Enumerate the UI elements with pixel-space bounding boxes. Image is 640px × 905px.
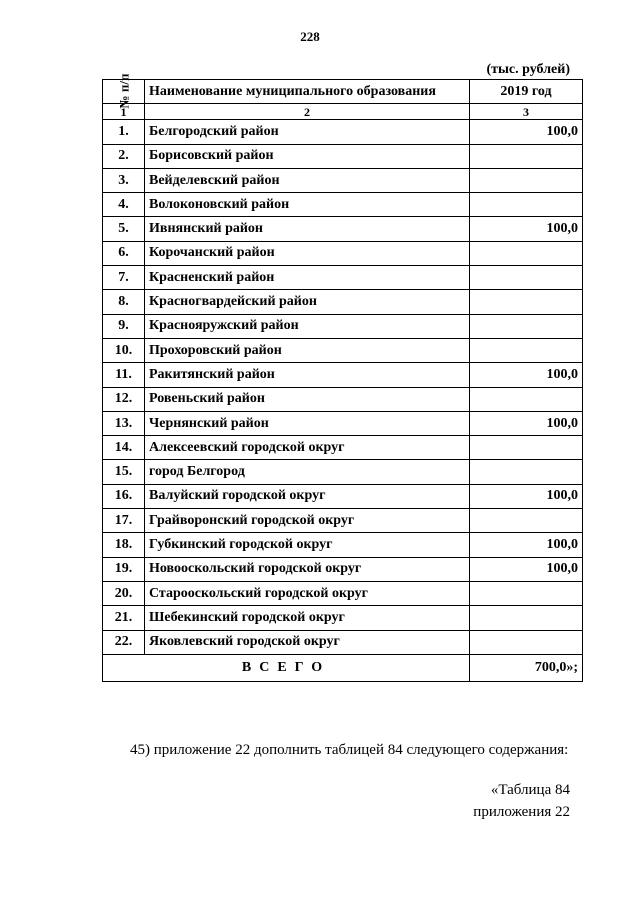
municipality-name: Корочанский район [145, 241, 470, 265]
column-index: 2 [145, 104, 470, 120]
table-row [103, 460, 583, 484]
table-row [103, 509, 583, 533]
row-value [470, 387, 583, 411]
table-row [103, 436, 583, 460]
row-value: 100,0 [470, 120, 583, 144]
total-label: ВСЕГО [103, 654, 470, 681]
row-value [470, 509, 583, 533]
municipality-name: Шебекинский городской округ [145, 606, 470, 630]
table-row [103, 363, 583, 387]
row-number: 14. [103, 436, 145, 460]
table-row [103, 411, 583, 435]
municipality-name: Краснояружский район [145, 314, 470, 338]
row-value [470, 314, 583, 338]
table-row [103, 266, 583, 290]
allocation-table [102, 73, 583, 682]
row-number: 22. [103, 630, 145, 654]
row-number: 8. [103, 290, 145, 314]
row-value: 100,0 [470, 411, 583, 435]
table-row [103, 314, 583, 338]
row-number: 18. [103, 533, 145, 557]
row-number: 5. [103, 217, 145, 241]
header-number [103, 73, 145, 109]
row-value [470, 193, 583, 217]
municipality-name: Красненский район [145, 266, 470, 290]
row-number: 10. [103, 338, 145, 362]
municipality-name: Яковлевский городской округ [145, 630, 470, 654]
row-number: 16. [103, 484, 145, 508]
row-number: 2. [103, 144, 145, 168]
table-header-row [103, 80, 583, 104]
row-value [470, 241, 583, 265]
row-value [470, 266, 583, 290]
row-number: 13. [103, 411, 145, 435]
total-row [103, 654, 583, 681]
row-number: 21. [103, 606, 145, 630]
row-value [470, 606, 583, 630]
row-value [470, 581, 583, 605]
municipality-name: Грайворонский городской округ [145, 509, 470, 533]
page-number: 228 [300, 29, 320, 44]
table-row [103, 630, 583, 654]
table-row [103, 533, 583, 557]
table-row [103, 338, 583, 362]
table-row [103, 606, 583, 630]
municipality-name: Волоконовский район [145, 193, 470, 217]
row-number: 12. [103, 387, 145, 411]
row-value [470, 168, 583, 192]
row-number: 11. [103, 363, 145, 387]
row-value [470, 144, 583, 168]
header-year: 2019 год [470, 80, 583, 104]
table-row [103, 144, 583, 168]
table-row [103, 120, 583, 144]
table-row [103, 241, 583, 265]
municipality-name: Старооскольский городской округ [145, 581, 470, 605]
table-caption [473, 779, 570, 823]
row-value [470, 460, 583, 484]
row-value: 100,0 [470, 217, 583, 241]
row-value: 100,0 [470, 363, 583, 387]
municipality-name: Алексеевский городской округ [145, 436, 470, 460]
municipality-name: Ракитянский район [145, 363, 470, 387]
row-number: 9. [103, 314, 145, 338]
municipality-name: Прохоровский район [145, 338, 470, 362]
table-row [103, 193, 583, 217]
municipality-name: Чернянский район [145, 411, 470, 435]
row-value: 100,0 [470, 484, 583, 508]
municipality-name: Губкинский городской округ [145, 533, 470, 557]
table-row [103, 290, 583, 314]
caption-line: приложения 22 [473, 804, 570, 820]
column-index: 1 [103, 104, 145, 120]
table-row [103, 581, 583, 605]
column-index: 3 [470, 104, 583, 120]
municipality-name: город Белгород [145, 460, 470, 484]
table-row [103, 168, 583, 192]
row-value: 100,0 [470, 533, 583, 557]
table-row [103, 217, 583, 241]
municipality-name: Ивнянский район [145, 217, 470, 241]
column-index-row [103, 104, 583, 120]
municipality-name: Вейделевский район [145, 168, 470, 192]
caption-line: «Таблица 84 [490, 782, 570, 798]
row-number: 15. [103, 460, 145, 484]
municipality-name: Новооскольский городской округ [145, 557, 470, 581]
row-number: 7. [103, 266, 145, 290]
row-number: 6. [103, 241, 145, 265]
municipality-name: Белгородский район [145, 120, 470, 144]
row-number: 17. [103, 509, 145, 533]
municipality-name: Красногвардейский район [145, 290, 470, 314]
row-value [470, 290, 583, 314]
units-label: (тыс. рублей) [486, 62, 570, 77]
row-value: 100,0 [470, 557, 583, 581]
municipality-name: Валуйский городской округ [145, 484, 470, 508]
table-row [103, 484, 583, 508]
row-value [470, 338, 583, 362]
header-name: Наименование муниципального образования [145, 80, 470, 104]
table-row [103, 557, 583, 581]
row-number: 19. [103, 557, 145, 581]
total-value: 700,0»; [470, 654, 583, 681]
table-row [103, 387, 583, 411]
municipality-name: Ровеньский район [145, 387, 470, 411]
municipality-name: Борисовский район [145, 144, 470, 168]
row-number: 1. [103, 120, 145, 144]
row-value [470, 630, 583, 654]
amendment-paragraph: 45) приложение 22 дополнить таблицей 84 следующего содержания: [130, 742, 569, 758]
header-number-label: № п/п [116, 73, 132, 109]
row-value [470, 436, 583, 460]
row-number: 3. [103, 168, 145, 192]
row-number: 4. [103, 193, 145, 217]
row-number: 20. [103, 581, 145, 605]
